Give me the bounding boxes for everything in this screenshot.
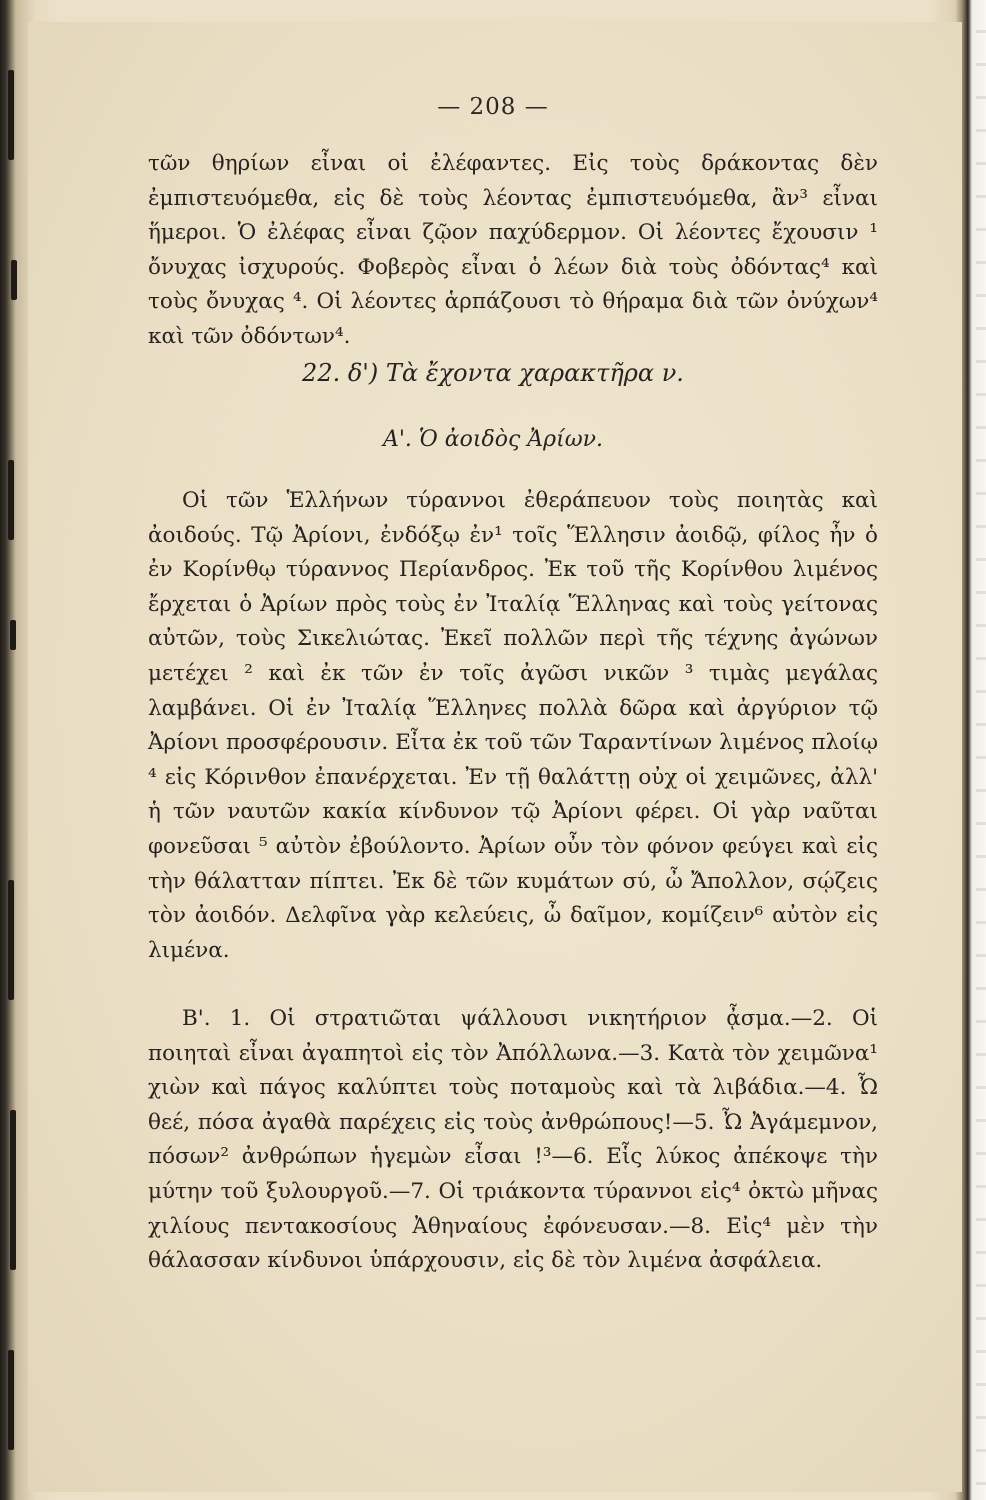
story-paragraph	[148, 484, 878, 968]
section-b-paragraph	[148, 1002, 878, 1279]
lesson-heading: 22. δ') Τὰ ἔχοντα χαρακτῆρα ν.	[302, 359, 684, 387]
binding-edge	[8, 60, 26, 1460]
top-paragraph-text: τῶν θηρίων εἶναι οἱ ἐλέφαντες. Εἰς τοὺς δράκοντας δὲν ἐμπιστευόμεθα, εἰς δὲ τοὺς λέοντας ἐμπιστευόμεθα, ἂν³ εἶναι ἥμεροι. Ὁ ἐλέφας εἶναι ζῷον παχύδερμον. Οἱ λέοντες ἔχουσιν ¹ ὄνυχας ἰσχυρούς. Φοβερὸς εἶναι ὁ λέων διὰ τοὺς ὀδόντας⁴ καὶ τοὺς ὄνυχας ⁴. Οἱ λέοντες ἁρπάζουσι τὸ θήραμα διὰ τῶν ὀνύχων⁴ καὶ τῶν ὀδόντων⁴.	[148, 151, 878, 349]
top-paragraph	[148, 147, 878, 355]
section-a-heading: Α'. Ὁ ἀοιδὸς Ἀρίων.	[382, 427, 604, 452]
story-paragraph-text: Οἱ τῶν Ἑλλήνων τύραννοι ἐθεράπευον τοὺς ποιητὰς καὶ ἀοιδούς. Τῷ Ἀρίονι, ἐνδόξῳ ἐν¹ τοῖς Ἕλλησιν ἀοιδῷ, φίλος ἦν ὁ ἐν Κορίνθῳ τύραννος Περίανδρος. Ἐκ τοῦ τῆς Κορίνθου λιμένος ἔρχεται ὁ Ἀρίων πρὸς τοὺς ἐν Ἰταλίᾳ Ἕλληνας καὶ τοὺς γείτονας αὐτῶν, τοὺς Σικελιώτας. Ἐκεῖ πολλῶν περὶ τῆς τέχνης ἀγώνων μετέχει ² καὶ ἐκ τῶν ἐν τοῖς ἀγῶσι νικῶν ³ τιμὰς μεγάλας λαμβάνει. Οἱ ἐν Ἰταλίᾳ Ἕλληνες πολλὰ δῶρα καὶ ἀργύριον τῷ Ἀρίονι προσφέρουσιν. Εἶτα ἐκ τοῦ τῶν Ταραντίνων λιμένος πλοίῳ ⁴ εἰς Κόρινθον ἐπανέρχεται. Ἐν τῇ θαλάττῃ οὐχ οἱ χειμῶνες, ἀλλ' ἡ τῶν ναυτῶν κακία κίνδυνον τῷ Ἀρίονι φέρει. Οἱ γὰρ ναῦται φονεῦσαι ⁵ αὐτὸν ἐβούλοντο. Ἀρίων οὖν τὸν φόνον φεύγει καὶ εἰς τὴν θάλατταν πίπτει. Ἐκ δὲ τῶν κυμάτων σύ, ὦ Ἄπολλον, σῴζεις τὸν ἀοιδόν. Δελφῖνα γὰρ κελεύεις, ὦ δαῖμον, κομίζειν⁶ αὐτὸν εἰς λιμένα.	[148, 488, 878, 963]
page-number: — 208 —	[437, 94, 549, 120]
section-b-paragraph-text: Β'. 1. Οἱ στρατιῶται ψάλλουσι νικητήριον ᾆσμα.—2. Οἱ ποιηταὶ εἶναι ἀγαπητοὶ εἰς τὸν Ἀπόλλωνα.—3. Κατὰ τὸν χειμῶνα¹ χιὼν καὶ πάγος καλύπτει τοὺς ποταμοὺς καὶ τὰ λιβάδια.—4. Ὦ θεέ, πόσα ἀγαθὰ παρέχεις εἰς τοὺς ἀνθρώπους!—5. Ὦ Ἀγάμεμνον, πόσων² ἀνθρώπων ἡγεμὼν εἶσαι !³—6. Εἷς λύκος ἀπέκοψε τὴν μύτην τοῦ ξυλουργοῦ.—7. Οἱ τριάκοντα τύραννοι εἰς⁴ ὀκτὼ μῆνας χιλίους πεντακοσίους Ἀθηναίους ἐφόνευσαν.—8. Εἰς⁴ μὲν τὴν θάλασσαν κίνδυνοι ὑπάρχουσιν, εἰς δὲ τὸν λιμένα ἀσφάλεια.	[148, 1006, 878, 1274]
adjacent-page-edge	[976, 0, 986, 1500]
